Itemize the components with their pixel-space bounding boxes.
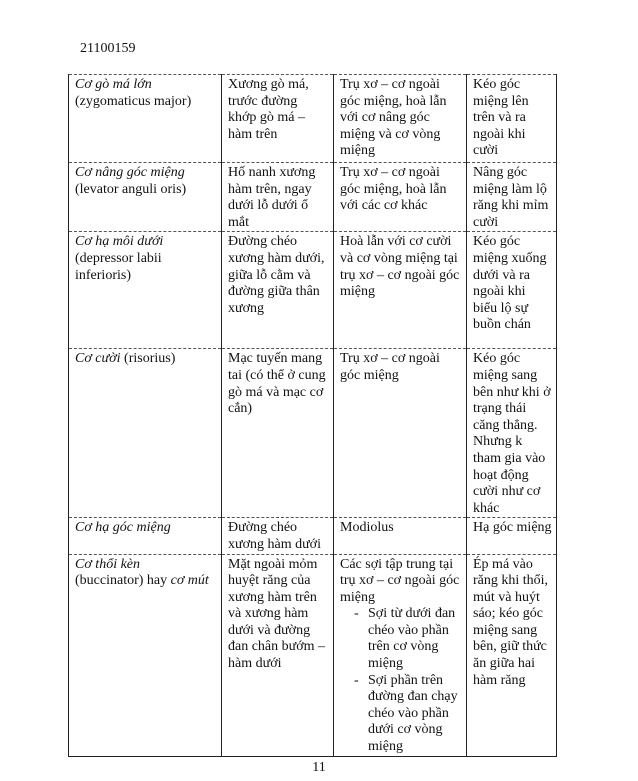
insertion-cell: Hoà lẫn với cơ cười và cơ vòng miệng tại trụ xơ – cơ ngoài góc miệng [334, 232, 467, 349]
muscle-name-cell [69, 75, 222, 163]
origin-cell: Đường chéo xương hàm dưới, giữa lỗ cằm và đường giữa thân xương [222, 232, 334, 349]
action-cell: Ép má vào răng khi thổi, mút và huýt sáo; kéo góc miệng sang bên, giữ thức ăn giữa hai hàm răng [467, 554, 557, 756]
muscle-name: Cơ gò má lớn [75, 77, 152, 92]
origin-cell: Xương gò má, trước đường khớp gò má – hàm trên [222, 75, 334, 163]
table-row [69, 163, 557, 232]
muscle-name-cell [69, 163, 222, 232]
origin-cell: Đường chéo xương hàm dưới [222, 518, 334, 554]
action-cell: Kéo góc miệng lên trên và ra ngoài khi cười [467, 75, 557, 163]
muscle-name: Cơ thổi kèn [75, 556, 141, 572]
table-row [69, 554, 557, 756]
muscle-alt-name: cơ mút [170, 573, 209, 589]
action-cell: Kéo góc miệng sang bên như khi ở trạng thái căng thẳng. Nhưng k tham gia vào hoạt động cười như cơ khác [467, 349, 557, 518]
muscle-latin-name: (buccinator) hay [75, 573, 168, 589]
table-row [69, 518, 557, 554]
insertion-cell: Trụ xơ – cơ ngoài góc miệng [334, 349, 467, 518]
insertion-cell [334, 554, 467, 756]
table-row [69, 75, 557, 163]
origin-cell: Mặt ngoài mỏm huyệt răng của xương hàm trên và xương hàm dưới và đường đan chân bướm – hàm dưới [222, 554, 334, 756]
muscle-latin-name: (levator anguli oris) [75, 181, 187, 197]
fiber-list [340, 606, 462, 755]
muscle-table [68, 74, 557, 757]
insertion-cell: Trụ xơ – cơ ngoài góc miệng, hoà lẫn với các cơ khác [334, 163, 467, 232]
muscle-name: Cơ hạ môi dưới [75, 234, 164, 250]
muscle-name: Cơ nâng góc miệng [75, 165, 185, 180]
muscle-latin-name: (depressor labii inferioris) [75, 250, 162, 283]
insertion-cell: Trụ xơ – cơ ngoài góc miệng, hoà lẫn với cơ nâng góc miệng và cơ vòng miệng [334, 75, 467, 163]
action-cell: Kéo góc miệng xuống dưới và ra ngoài khi biểu lộ sự buồn chán [467, 232, 557, 349]
list-item: - Sợi phần trên đường đan chạy chéo vào phần dưới cơ vòng miệng [354, 673, 462, 756]
document-id: 21100159 [80, 41, 136, 56]
page-number: 11 [312, 760, 326, 775]
muscle-name: Cơ cười [75, 351, 121, 367]
table-row [69, 232, 557, 349]
action-cell: Hạ góc miệng [467, 518, 557, 554]
muscle-name-cell [69, 518, 222, 554]
muscle-latin-name: (zygomaticus major) [75, 93, 192, 109]
muscle-name-cell [69, 232, 222, 349]
origin-cell: Hố nanh xương hàm trên, ngay dưới lỗ dưới ổ mắt [222, 163, 334, 232]
action-cell: Nâng góc miệng làm lộ răng khi mỉm cười [467, 163, 557, 232]
muscle-name: Cơ hạ góc miệng [75, 520, 171, 536]
muscle-latin-name: (risorius) [124, 351, 176, 367]
table-row [69, 349, 557, 518]
list-item: - Sợi từ dưới đan chéo vào phần trên cơ vòng miệng [354, 606, 462, 672]
origin-cell: Mạc tuyến mang tai (có thể ở cung gò má và mạc cơ cắn) [222, 349, 334, 518]
insertion-cell: Modiolus [334, 518, 467, 554]
muscle-name-cell [69, 554, 222, 756]
muscle-name-cell [69, 349, 222, 518]
insertion-intro: Các sợi tập trung tại trụ xơ – cơ ngoài góc miệng [340, 556, 460, 605]
